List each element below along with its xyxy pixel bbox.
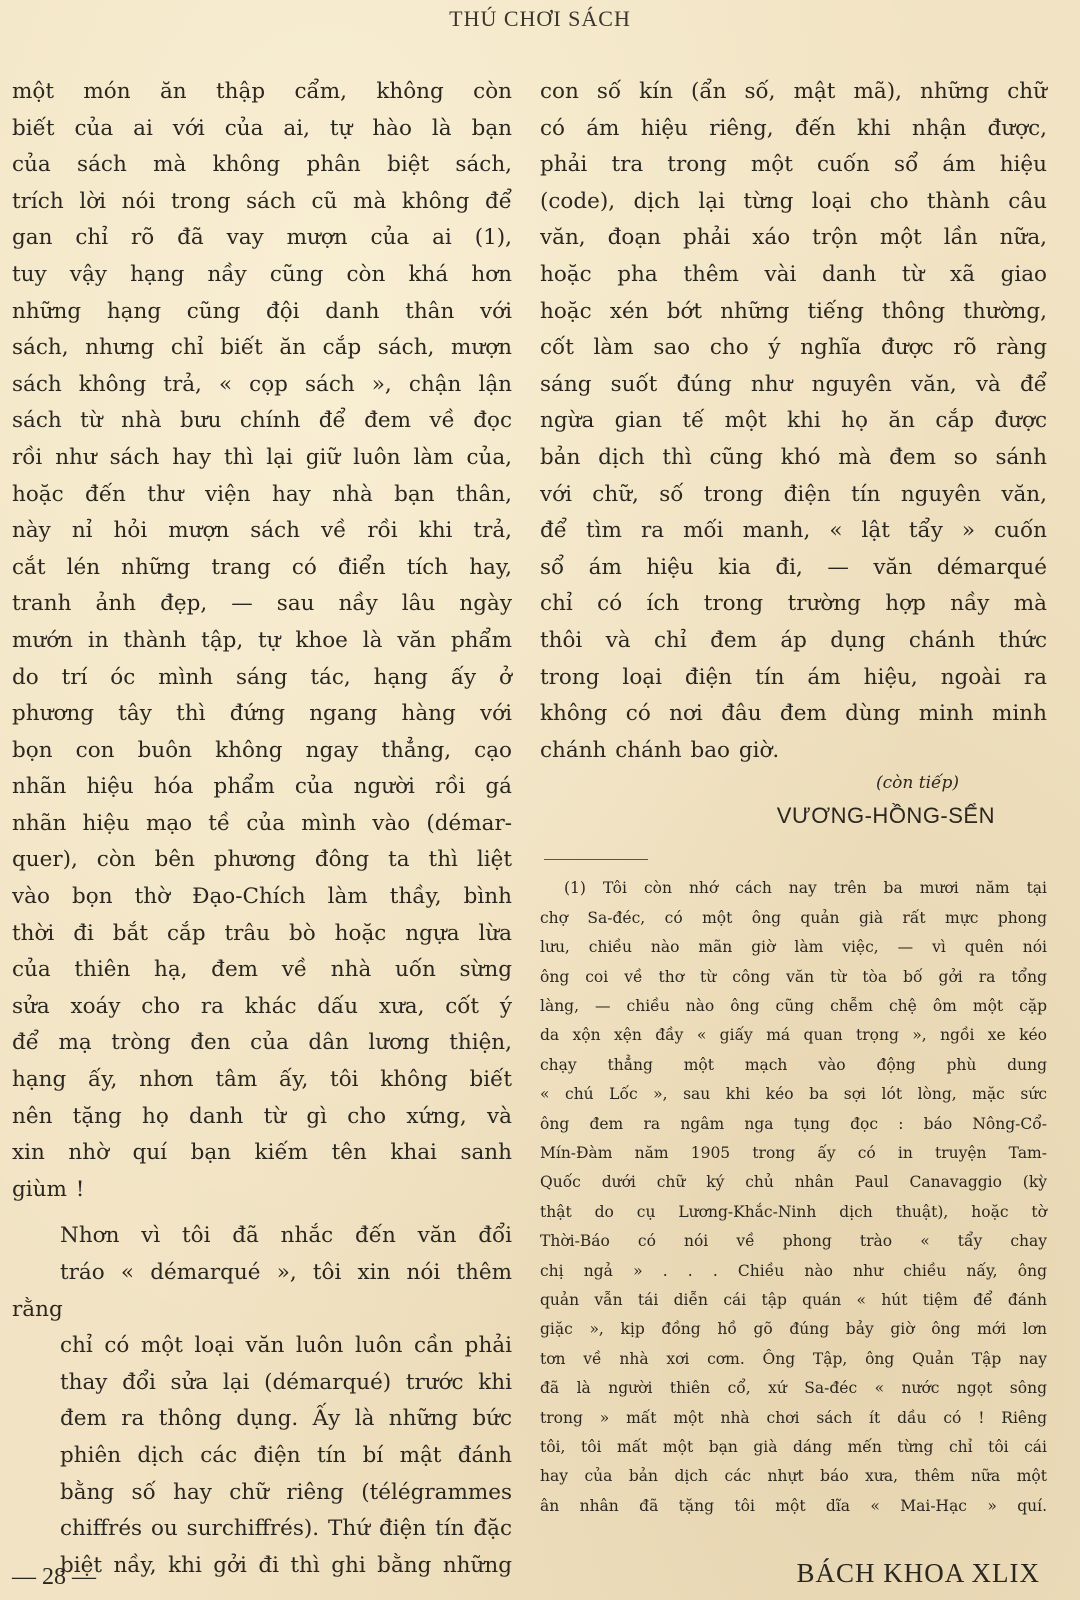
running-title: THÚ CHƠI SÁCH: [449, 6, 631, 31]
text-line: hạng ấy, nhơn tâm ấy, tôi không biết: [12, 1067, 512, 1093]
text-line: da xộn xện đầy « giấy má quan trọng », ngồi xe kéo: [540, 1026, 1047, 1045]
text-line: bản dịch thì cũng khó mà đem so sánh: [540, 444, 1047, 470]
text-line: hay của bản dịch các nhựt báo xưa, thêm nữa một: [540, 1467, 1047, 1486]
text-line: có ám hiệu riêng, đến khi nhận được,: [540, 115, 1047, 141]
text-line: sách từ nhà bưu chính để đem về đọc: [12, 408, 512, 434]
text-line: trích lời nói trong sách cũ mà không để: [12, 188, 512, 214]
text-line: nhãn hiệu hóa phẩm của người rồi gá: [12, 774, 512, 800]
text-line: lưu, chiều nào mãn giờ làm việc, — vì quên nói: [540, 938, 1047, 957]
text-line: Thời-Báo có nói về phong trào « tẩy chay: [540, 1232, 1047, 1251]
text-line: bằng số hay chữ riêng (télégrammes: [60, 1479, 512, 1505]
text-line: phải tra trong một cuốn sổ ám hiệu: [540, 152, 1047, 178]
text-line: giặc », kịp đồng hồ gõ đúng bảy giờ ông mới lơn: [540, 1320, 1047, 1339]
text-line: thôi và chỉ đem áp dụng chánh thức: [540, 627, 1047, 653]
text-line: trong loại điện tín ám hiệu, ngoài ra: [540, 664, 1047, 690]
paragraph-1: [12, 74, 512, 1208]
text-line: con số kín (ẩn số, mật mã), những chữ: [540, 79, 1047, 104]
text-line: quer), còn bên phương đông ta thì liệt: [12, 847, 512, 873]
text-line: phương tây thì đứng ngang hàng với: [12, 701, 512, 727]
text-line: gan chỉ rõ đã vay mượn của ai (1),: [12, 225, 512, 251]
text-line: nên tặng họ danh từ gì cho xứng, và: [12, 1103, 512, 1129]
text-line: này nỉ hỏi mượn sách về rồi khi trả,: [12, 518, 512, 544]
footnote-divider: [544, 859, 648, 860]
text-line: để tìm ra mối manh, « lật tẩy » cuốn: [540, 518, 1047, 544]
paragraph-2: [12, 1218, 512, 1584]
text-line: chợ Sa-đéc, có một ông quản già rất mực phong: [540, 908, 1047, 927]
text-line: thay đổi sửa lại (démarqué) trước khi: [60, 1369, 512, 1395]
text-line: hoặc xén bớt những tiếng thông thường,: [540, 298, 1047, 324]
text-line: ông đem ra ngâm nga tụng đọc : báo Nông-Cổ-: [540, 1114, 1047, 1133]
text-line: sách, nhưng chỉ biết ăn cắp sách, mượn: [12, 335, 512, 361]
text-line: trong » mất một nhà chơi sách ít dầu có ! Riêng: [540, 1408, 1047, 1427]
text-line: ngừa gian tế một khi họ ăn cắp được: [540, 408, 1047, 434]
text-line: xin nhờ quí bạn kiếm tên khai sanh: [12, 1140, 512, 1166]
text-line: không có nơi đâu đem dùng minh minh: [540, 701, 1047, 727]
text-line: thời đi bắt cắp trâu bò hoặc ngựa lừa: [12, 920, 512, 946]
text-line: sách không trả, « cọp sách », chận lận: [12, 371, 512, 397]
text-line: bọn con buôn không ngay thẳng, cạo: [12, 737, 512, 763]
text-line: giùm !: [12, 1176, 85, 1202]
footnote: [540, 874, 1047, 1521]
text-line: rồi như sách hay thì lại giữ luôn làm của,: [12, 444, 512, 470]
text-line: ân nhân đã tặng tôi một dĩa « Mai-Hạc » quí.: [540, 1496, 1047, 1515]
author-signature: VƯƠNG-HỒNG-SỂN: [776, 803, 995, 829]
text-line: đem ra thông dụng. Ấy là những bức: [60, 1406, 512, 1432]
text-line: ông coi về thơ từ công văn từ tòa bố gởi ra tổng: [540, 967, 1047, 986]
text-line: chạy thẳng một mạch vào động phù dung: [540, 1055, 1047, 1074]
text-line: chỉ có ích trong trường hợp nầy mà: [540, 591, 1047, 617]
text-line: tuy vậy hạng nầy cũng còn khá hơn: [12, 261, 512, 287]
text-line: tráo « démarqué », tôi xin nói thêm rằng: [12, 1260, 512, 1322]
text-line: sổ ám hiệu kia đi, — văn démarqué: [540, 554, 1047, 580]
text-line: sáng suốt đúng như nguyên văn, và để: [540, 371, 1047, 397]
text-line: những hạng cũng đội danh thân với: [12, 298, 512, 324]
text-line: chiffrés ou surchiffrés). Thứ điện tín đặc: [60, 1516, 512, 1542]
text-line: của sách mà không phân biệt sách,: [12, 152, 512, 178]
text-line: tranh ảnh đẹp, — sau nầy lâu ngày: [12, 591, 512, 617]
text-line: Nhơn vì tôi đã nhắc đến văn đổi: [60, 1223, 512, 1249]
continued-note: (còn tiếp): [876, 773, 959, 794]
text-line: làng, — chiều nào ông cũng chễm chệ ôm một cặp: [540, 996, 1047, 1015]
magazine-title: BÁCH KHOA XLIX: [796, 1558, 1040, 1588]
text-line: cốt làm sao cho ý nghĩa được rõ ràng: [540, 335, 1047, 361]
paragraph-3: [540, 74, 1047, 769]
page-number: — 28 —: [12, 1564, 96, 1590]
text-line: để mạ tròng đen của dân lương thiện,: [12, 1030, 512, 1056]
text-line: tơn về nhà xơi cơm. Ông Tập, ông Quản Tập nay: [540, 1349, 1047, 1368]
text-line: vào bọn thờ Đạo-Chích làm thầy, bình: [12, 884, 512, 910]
text-line: (1) Tôi còn nhớ cách nay trên ba mươi năm tại: [564, 879, 1047, 898]
text-line: biết của ai với của ai, tự hào là bạn: [12, 115, 512, 141]
text-line: Quốc dưới chữ ký chủ nhân Paul Canavaggio (kỳ: [540, 1173, 1047, 1192]
text-line: phiên dịch các điện tín bí mật đánh: [60, 1442, 512, 1468]
text-line: với chữ, số trong điện tín nguyên văn,: [540, 481, 1047, 507]
text-line: chánh chánh bao giờ.: [540, 737, 780, 763]
text-line: hoặc đến thư viện hay nhà bạn thân,: [12, 481, 512, 507]
footnote-text: [540, 874, 1047, 1521]
text-line: nhãn hiệu mạo tề của mình vào (démar-: [12, 810, 512, 836]
right-column: [540, 74, 1047, 1521]
text-line: mướn in thành tập, tự khoe là văn phẩm: [12, 627, 512, 653]
text-line: do trí óc mình sáng tác, hạng ấy ở: [12, 664, 512, 690]
text-line: của thiên hạ, đem về nhà uốn sừng: [12, 957, 512, 983]
text-line: văn, đoạn phải xáo trộn một lần nữa,: [540, 225, 1047, 251]
text-line: biệt nầy, khi gởi đi thì ghi bằng những: [60, 1552, 512, 1578]
text-line: « chú Lốc », sau khi kéo ba sợi lót lòng, mặc sức: [540, 1085, 1047, 1104]
text-line: Mín-Đàm năm 1905 trong ấy có in truyện Tam-: [540, 1143, 1047, 1162]
text-line: quản vẫn tái diễn cái tập quán « hút tiệm để đánh: [540, 1290, 1047, 1309]
text-line: một món ăn thập cẩm, không còn: [12, 79, 512, 104]
text-line: chỉ có một loại văn luôn luôn cần phải: [60, 1333, 512, 1359]
text-line: thật do cụ Lương-Khắc-Ninh dịch thuật), hoặc tờ: [540, 1202, 1047, 1221]
text-line: sửa xoáy cho ra khác dấu xưa, cốt ý: [12, 993, 512, 1019]
text-line: (code), dịch lại từng loại cho thành câu: [540, 188, 1047, 214]
text-line: cắt lén những trang có điển tích hay,: [12, 554, 512, 580]
left-column: [12, 74, 512, 1584]
text-line: chị ngả » . . . Chiều nào như chiều nấy, ông: [540, 1261, 1047, 1280]
text-line: hoặc pha thêm vài danh từ xã giao: [540, 261, 1047, 287]
text-line: đã là người thiên cổ, xứ Sa-đéc « nước ngọt sông: [540, 1379, 1047, 1398]
text-line: tôi, tôi mất một bạn già dáng mến từng chỉ tôi cái: [540, 1438, 1047, 1456]
